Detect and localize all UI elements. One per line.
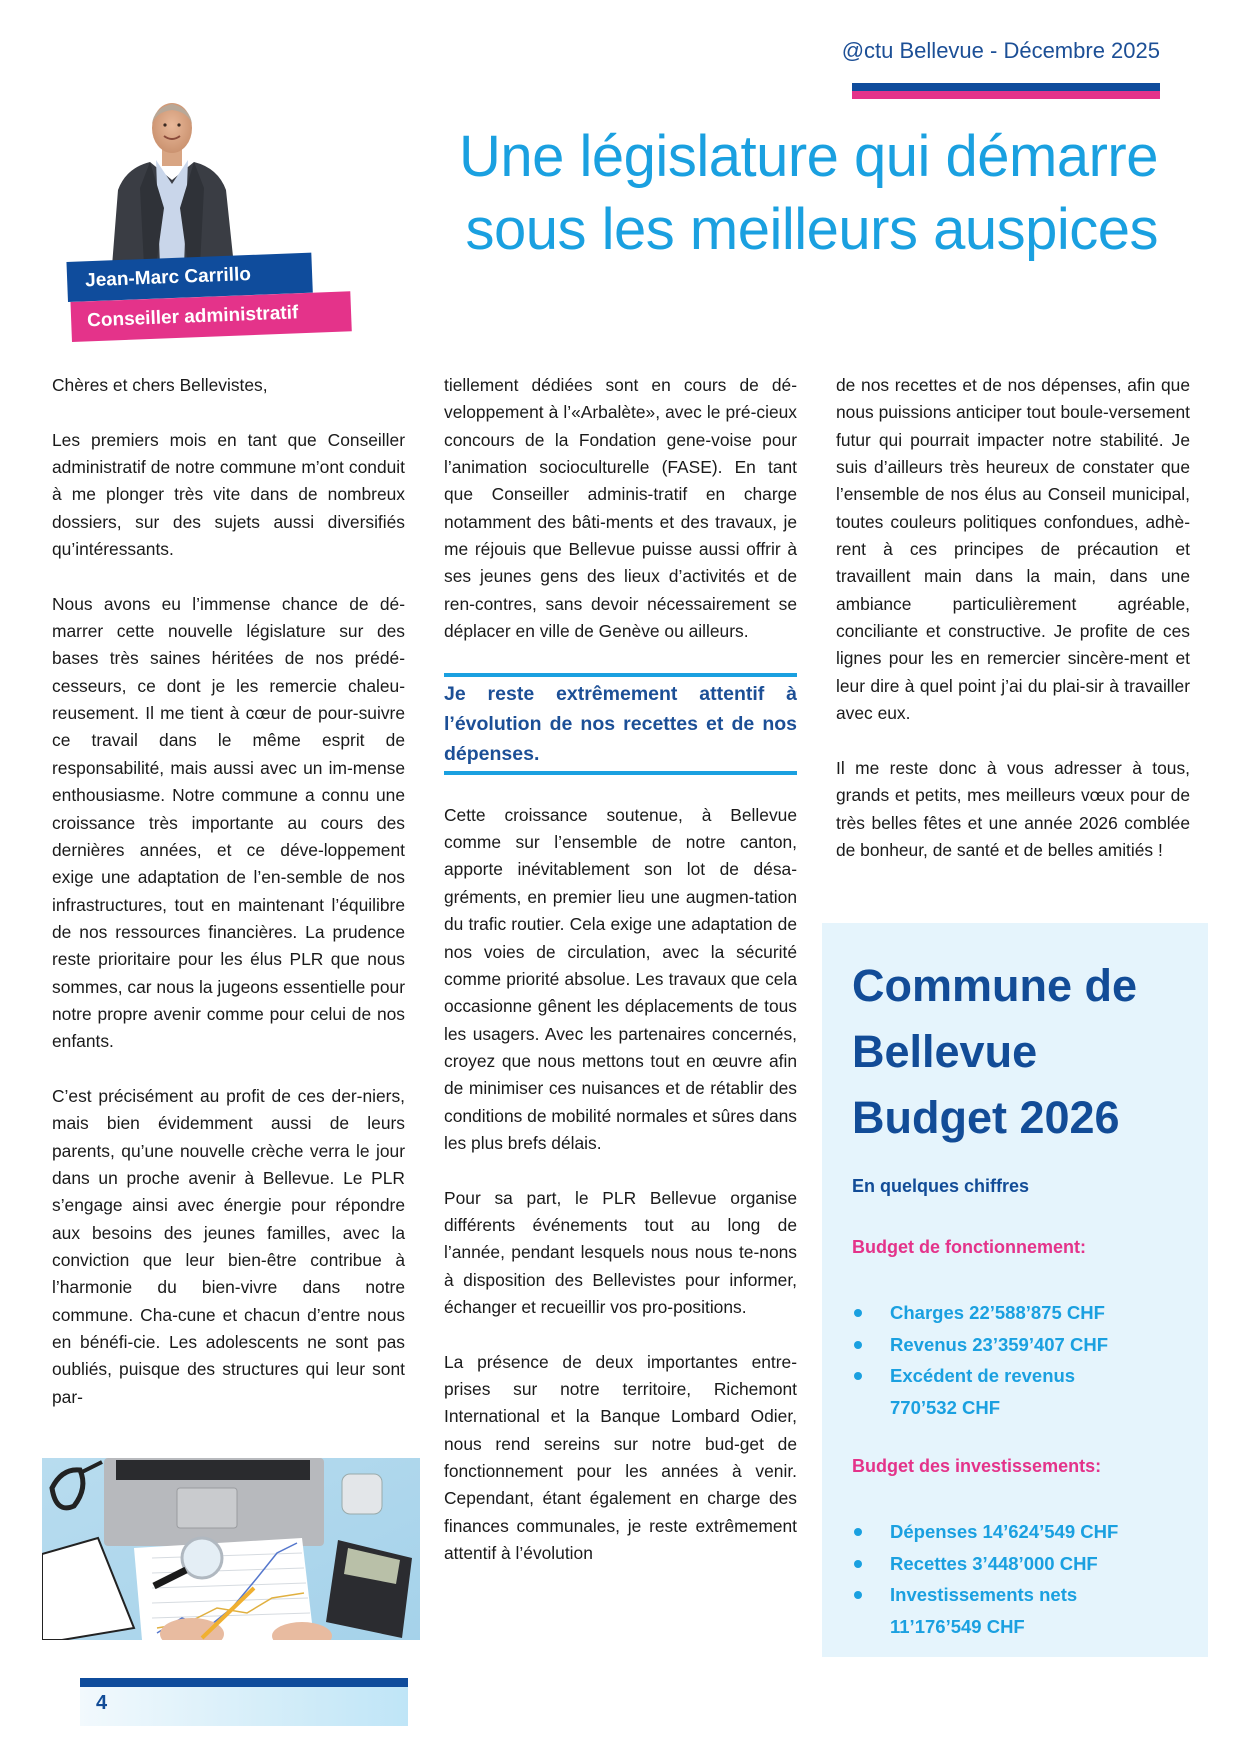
budget-item: [852, 1516, 1192, 1548]
paragraph: Cette croissance soutenue, à Bellevue comme sur l’ensemble de notre canton, apporte inévitablement son lot de désa-gréments, en premier lieu une augmen-tation du trafic routier. Cela exige une adaptation de nos voies de circulation, avec la sécurité comme priorité absolue. Les travaux que cela occasionne gênent les déplacements de tous les usagers. Avec les partenaires concernés, croyez que nous mettons tout en œuvre afin de minimiser ces nuisances et de rétablir des conditions de mobilité normales et sûres dans les plus brefs délais.: [444, 804, 797, 1153]
budget-item: [852, 1329, 1192, 1361]
paragraph: Pour sa part, le PLR Bellevue organise différents événements tout au long de l’année, pendant lesquels nous nous te-nons à disposition des Bellevistes pour informer, échanger et recueillir vos pro-positions.: [444, 1187, 797, 1317]
operating-budget-list: [852, 1297, 1192, 1423]
budget-title-line-3: Budget 2026: [852, 1092, 1120, 1143]
budget-item-text: Dépenses 14’624’549 CHF: [890, 1521, 1119, 1542]
publication-header: @ctu Bellevue - Décembre 2025: [841, 38, 1160, 63]
budget-item: [852, 1360, 1090, 1423]
article-column-2: [444, 372, 797, 1567]
paragraph: La présence de deux importantes entre-prises sur notre territoire, Richemont International et la Banque Lombard Odier, nous rend sereins sur notre bud-get de fonctionnement pour les années à venir. Cependant, étant également en charge des finances communales, je reste extrêmement attentif à l’évolution: [444, 1351, 797, 1564]
author-name: Jean-Marc Carrillo: [84, 263, 252, 292]
header-stripe-pink: [852, 91, 1160, 99]
budget-subtitle: En quelques chiffres: [852, 1176, 1030, 1196]
budget-item: [852, 1548, 1192, 1580]
article-title: [290, 120, 1158, 266]
bullet-icon: [854, 1591, 862, 1599]
bullet-icon: [854, 1528, 862, 1536]
budget-item: [852, 1579, 1090, 1642]
budget-title-line-1: Commune de: [852, 960, 1138, 1011]
paragraph: Les premiers mois en tant que Conseiller administratif de notre commune m’ont conduit à me plonger très vite dans de nombreux dossiers, sur des sujets aussi diversifiés qu’intéressants.: [52, 429, 405, 560]
page-number-bar: [80, 1678, 408, 1726]
budget-item-text: Revenus 23’359’407 CHF: [890, 1333, 1109, 1355]
article-title-line-1: Une législature qui démarre: [459, 124, 1158, 189]
bullet-icon: [854, 1341, 862, 1349]
budget-title-line-2: Bellevue: [852, 1026, 1038, 1077]
budget-item-text: Recettes 3’448’000 CHF: [890, 1552, 1098, 1574]
paragraph: Chères et chers Bellevistes,: [52, 375, 268, 395]
operating-budget-heading: Budget de fonctionnement:: [852, 1237, 1086, 1257]
page-bar-background: [80, 1687, 408, 1726]
header-stripe-blue: [852, 83, 1160, 91]
article-column-1: [52, 372, 405, 1411]
bullet-icon: [854, 1309, 862, 1317]
paragraph: Il me reste donc à vous adresser à tous, grands et petits, mes meilleurs vœux pour de très belles fêtes et une année 2026 comblée de bonheur, de santé et de belles amitiés !: [836, 757, 1190, 860]
article-column-3: [836, 372, 1190, 864]
bullet-icon: [854, 1560, 862, 1568]
paragraph: tiellement dédiées sont en cours de dé-veloppement à l’«Arbalète», avec le pré-cieux concours de la Fondation gene-voise pour l’animation socioculturelle (FASE). En tant que Conseiller adminis-tratif en charge notamment des bâti-ments et des travaux, je me réjouis que Bellevue puisse aussi offrir à ses jeunes gens des lieux d’activités et de ren-contres, sans devoir nécessairement se déplacer en ville de Genève ou ailleurs.: [444, 375, 797, 642]
author-role: Conseiller administratif: [86, 302, 299, 332]
budget-item-text: Excédent de revenus 770’532 CHF: [890, 1365, 1076, 1418]
page-bar-top-stripe: [80, 1678, 408, 1687]
desk-finance-photo: [42, 1458, 420, 1640]
pull-quote: Je reste extrêmement attentif à l’évolution de nos recettes et de nos dépenses.: [444, 673, 797, 775]
investment-budget-list: [852, 1516, 1192, 1642]
paragraph: C’est précisément au profit de ces der-niers, mais bien évidemment aussi de leurs parents, qu’une nouvelle crèche verra le jour dans un proche avenir à Bellevue. Le PLR s’engage ainsi avec énergie pour répondre aux besoins des jeunes familles, avec la conviction que leur bien-être contribue à l’harmonie du bien-vivre dans notre commune. Cha-cune et chacun d’entre nous en bénéfi-cie. Les adolescents ne sont pas oubliés, puisque des structures qui leur sont par-: [52, 1085, 405, 1407]
paragraph: Nous avons eu l’immense chance de dé-marrer cette nouvelle législature sur des bases très saines héritées de nos prédé-cesseurs, ce dont je les remercie chaleu-reusement. Il me tient à cœur de pour-suivre ce travail dans le même esprit de responsabilité, mais aussi avec un im-mense enthousiasme. Notre commune a connu une croissance très importante au cours des dernières années, et ce déve-loppement exige une adaptation de l’en-semble de nos infrastructures, tout en maintenant l’équilibre de nos ressources financières. La prudence reste prioritaire pour les élus PLR que nous sommes, car nous la jugeons essentielle pour notre propre avenir comme pour celui de nos enfants.: [52, 593, 405, 1052]
investment-budget-heading: Budget des investissements:: [852, 1456, 1102, 1476]
budget-item: [852, 1297, 1192, 1329]
article-title-line-2: sous les meilleurs auspices: [465, 197, 1158, 262]
paragraph: de nos recettes et de nos dépenses, afin que nous puissions anticiper tout boule-versement futur qui pourrait impacter notre stabilité. Je suis d’ailleurs très heureux de constater que l’ensemble de nos élus au Conseil municipal, toutes couleurs politiques confondues, adhè-rent à ces principes de précaution et travaillent main dans la main, dans une ambiance particulièrement agréable, conciliante et constructive. Je profite de ces lignes pour les en remercier sincère-ment et leur dire à quel point j’ai du plai-sir à travailler avec eux.: [836, 375, 1190, 724]
budget-item-text: Charges 22’588’875 CHF: [890, 1302, 1105, 1323]
budget-summary-box: [822, 923, 1208, 1657]
budget-item-text: Investissements nets 11’176’549 CHF: [890, 1584, 1078, 1637]
page-number: 4: [96, 1692, 108, 1714]
bullet-icon: [854, 1372, 862, 1380]
portrait-photo: [104, 98, 240, 266]
budget-title: [852, 953, 1137, 1151]
